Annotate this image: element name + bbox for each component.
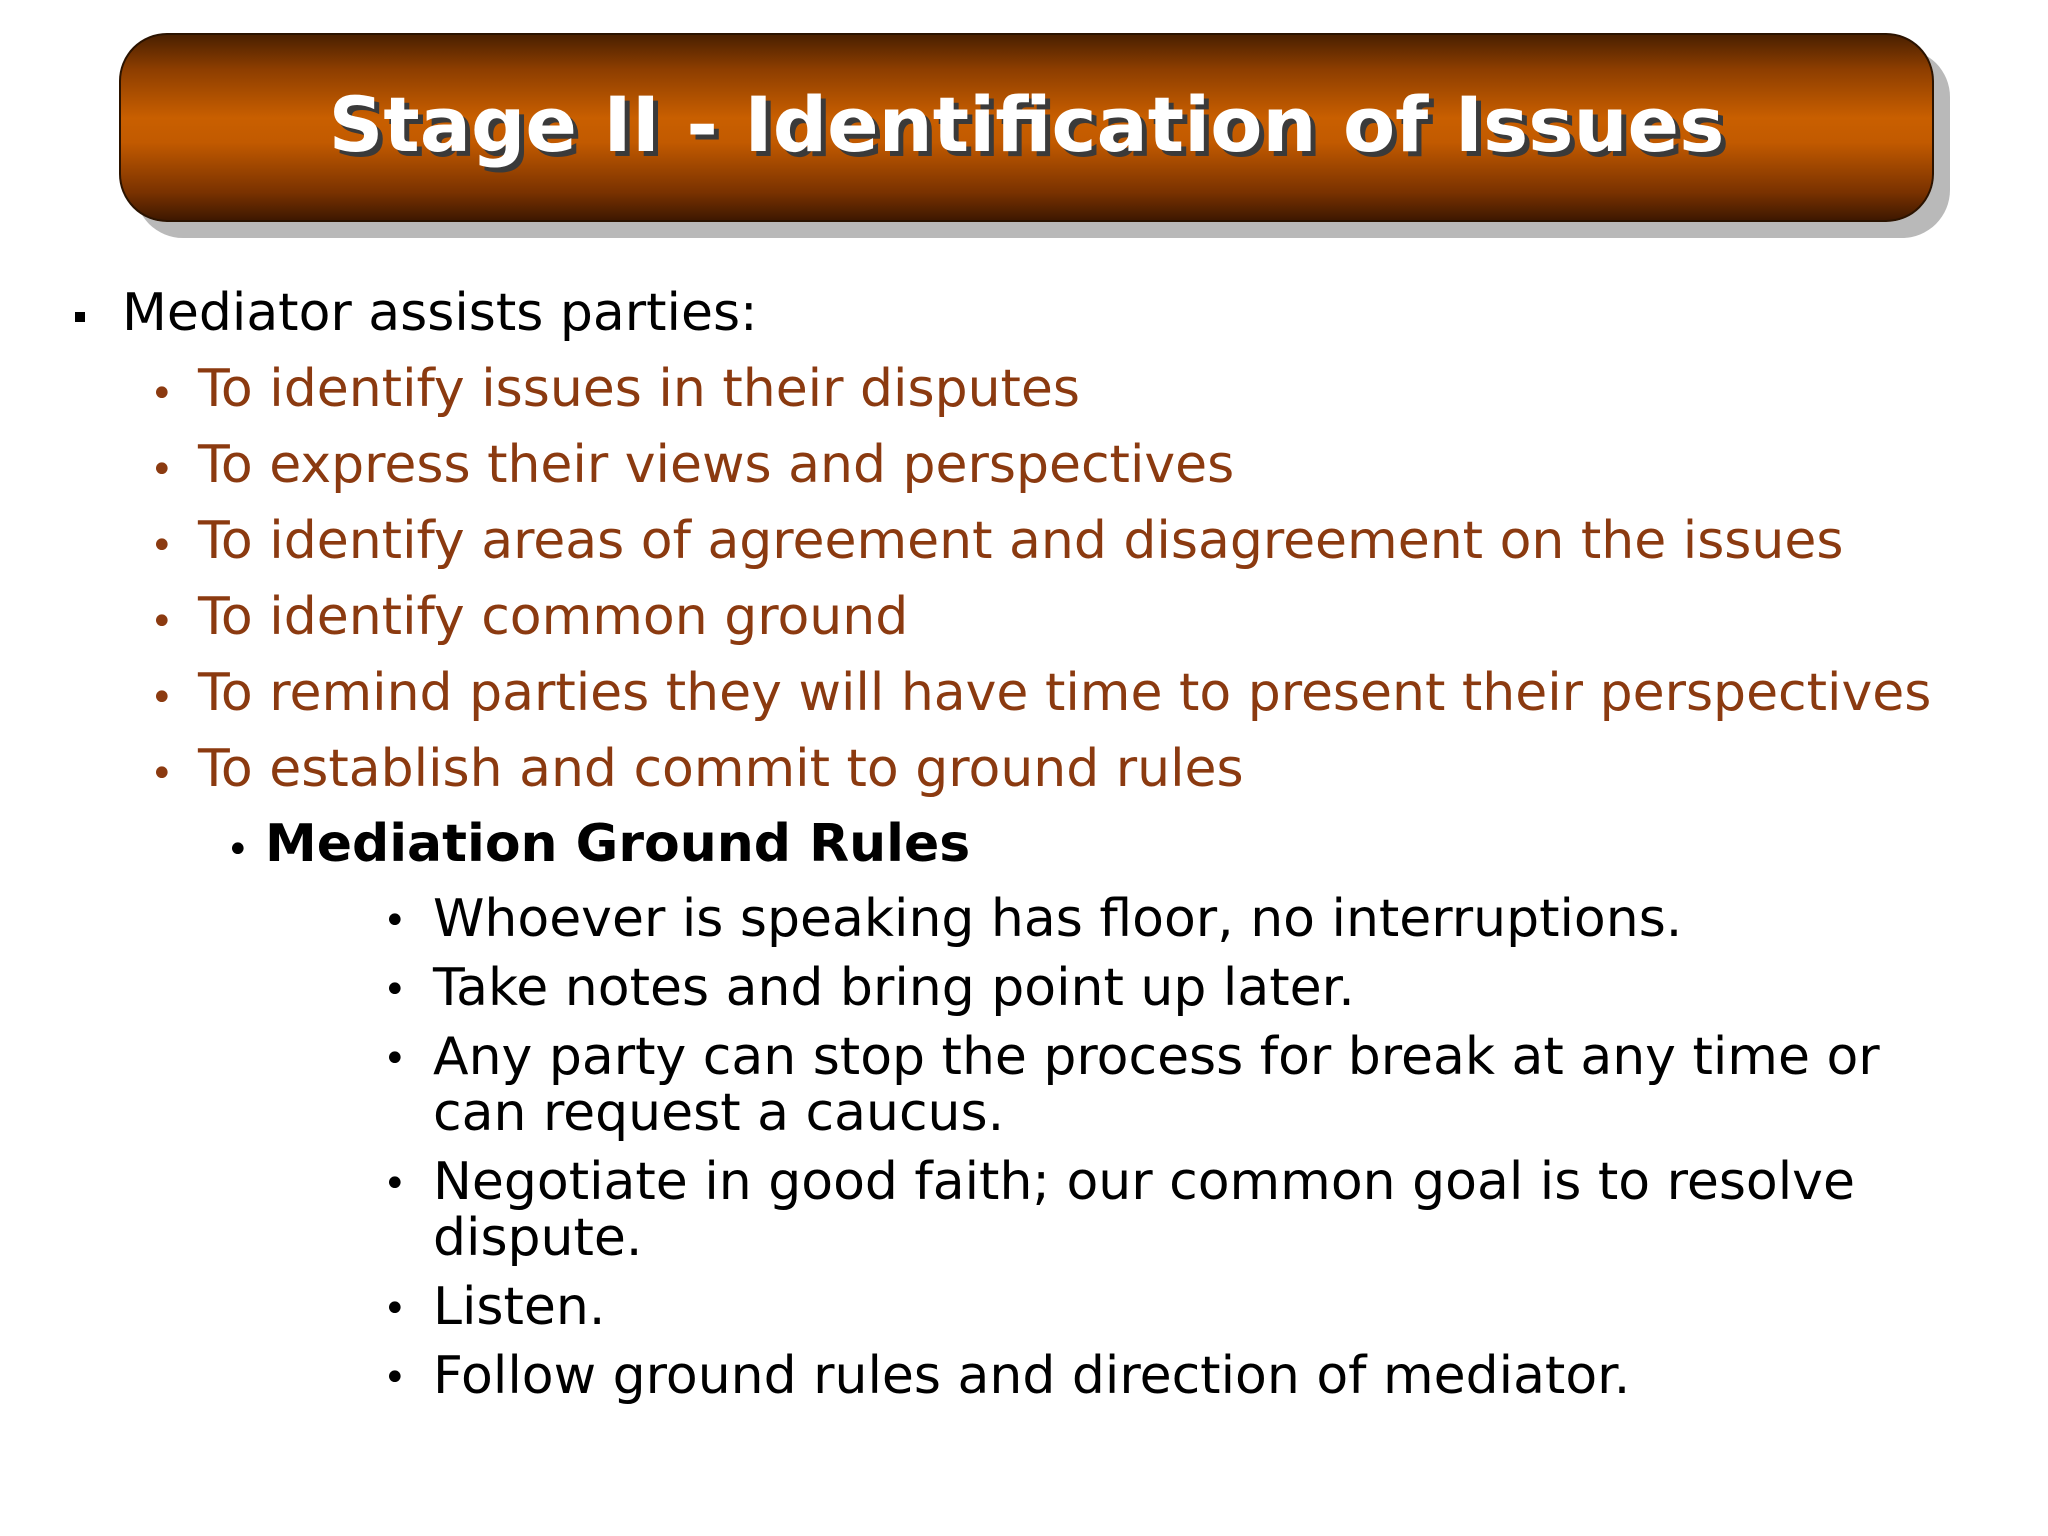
slide-title: Stage II - Identification of Issues — [328, 80, 1725, 169]
bullet-icon: • — [383, 1036, 407, 1082]
ground-rule-item: Negotiate in good faith; our common goal is to resolve dispute. — [433, 1152, 1855, 1268]
bullet-icon: • — [383, 898, 407, 944]
bullet-icon: • — [383, 1286, 407, 1332]
sub-bullet-item: To identify issues in their disputes — [198, 359, 1081, 419]
bullet-icon: • — [150, 599, 174, 645]
ground-rule-item: Any party can stop the process for break at any time or can request a caucus. — [433, 1027, 1880, 1143]
bullet-icon: • — [383, 967, 407, 1013]
bullet-icon: • — [150, 751, 174, 797]
bullet-icon: • — [150, 371, 174, 417]
sub-bullet-item: To express their views and perspectives — [198, 435, 1235, 495]
sub-bullet-item: To establish and commit to ground rules — [198, 739, 1244, 799]
ground-rule-item: Whoever is speaking has floor, no interruptions. — [433, 889, 1683, 949]
bullet-icon: • — [150, 447, 174, 493]
sub-bullet-item: To remind parties they will have time to present their perspectives — [198, 663, 1932, 723]
ground-rule-item: Follow ground rules and direction of mediator. — [433, 1346, 1631, 1406]
sub-bullet-item: To identify areas of agreement and disagreement on the issues — [198, 511, 1844, 571]
square-bullet-icon — [75, 312, 85, 322]
bullet-icon: • — [383, 1161, 407, 1207]
bullet-icon: • — [150, 523, 174, 569]
bullet-icon: • — [383, 1355, 407, 1401]
ground-rule-item: Take notes and bring point up later. — [433, 958, 1355, 1018]
bullet-icon: • — [150, 675, 174, 721]
main-bullet-text: Mediator assists parties: — [122, 283, 758, 343]
bullet-icon: • — [226, 827, 250, 873]
ground-rule-item: Listen. — [433, 1277, 606, 1337]
ground-rules-heading: Mediation Ground Rules — [265, 814, 971, 874]
sub-bullet-item: To identify common ground — [198, 587, 909, 647]
